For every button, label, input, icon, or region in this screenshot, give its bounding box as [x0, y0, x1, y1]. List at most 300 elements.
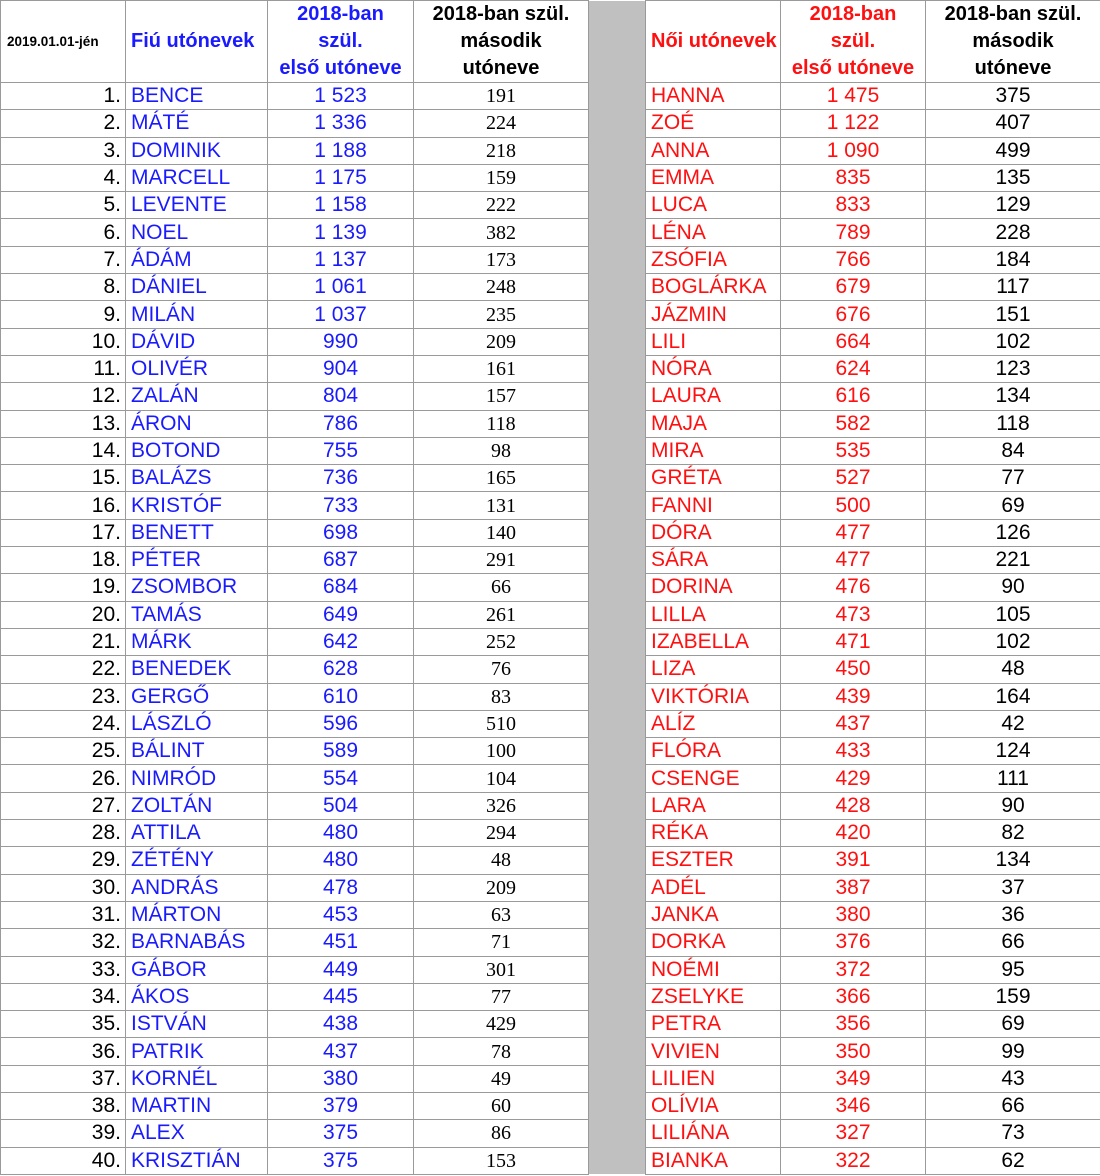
girl-names-header: Női utónevek — [646, 1, 781, 83]
table-row — [1, 1147, 1100, 1174]
column-separator — [589, 1065, 646, 1092]
column-separator — [589, 219, 646, 246]
boy-first-count-cell: 554 — [268, 765, 414, 792]
girl-name-cell: LÉNA — [646, 219, 781, 246]
boy-names-header: Fiú utónevek — [126, 1, 268, 83]
boy-name-cell: ZSOMBOR — [126, 574, 268, 601]
rank-cell: 27. — [1, 792, 126, 819]
boy-second-count-cell: 173 — [414, 246, 589, 273]
boy-second-count-cell: 382 — [414, 219, 589, 246]
boy-name-cell: MÁRTON — [126, 901, 268, 928]
girl-second-name-count-header — [926, 1, 1100, 83]
header-line: második — [972, 30, 1054, 52]
girl-second-count-cell: 228 — [926, 219, 1100, 246]
table-row — [1, 110, 1100, 137]
boy-first-count-cell: 698 — [268, 519, 414, 546]
boy-first-count-cell: 375 — [268, 1120, 414, 1147]
girl-name-cell: NÓRA — [646, 355, 781, 382]
boy-second-count-cell: 86 — [414, 1120, 589, 1147]
girl-name-cell: VIVIEN — [646, 1038, 781, 1065]
girl-name-cell: BIANKA — [646, 1147, 781, 1174]
girl-first-count-cell: 420 — [781, 820, 926, 847]
boy-second-count-cell: 209 — [414, 328, 589, 355]
column-separator — [589, 956, 646, 983]
rank-cell: 19. — [1, 574, 126, 601]
boy-second-count-cell: 153 — [414, 1147, 589, 1174]
rank-cell: 5. — [1, 192, 126, 219]
boy-second-count-cell: 78 — [414, 1038, 589, 1065]
girl-name-cell: HANNA — [646, 83, 781, 110]
column-separator — [589, 465, 646, 492]
rank-cell: 11. — [1, 355, 126, 382]
rank-cell: 12. — [1, 383, 126, 410]
table-body — [1, 83, 1100, 1175]
table-row — [1, 710, 1100, 737]
table-row — [1, 83, 1100, 110]
boy-name-cell: KORNÉL — [126, 1065, 268, 1092]
column-separator — [589, 1011, 646, 1038]
boy-second-count-cell: 60 — [414, 1092, 589, 1119]
girl-second-count-cell: 117 — [926, 274, 1100, 301]
header-line: szül. — [318, 30, 363, 52]
column-separator — [589, 437, 646, 464]
girl-second-count-cell: 90 — [926, 574, 1100, 601]
boy-first-count-cell: 1 188 — [268, 137, 414, 164]
girl-first-count-cell: 346 — [781, 1092, 926, 1119]
girl-name-cell: VIKTÓRIA — [646, 683, 781, 710]
header-line: első utóneve — [791, 57, 915, 79]
boy-second-count-cell: 248 — [414, 274, 589, 301]
girl-first-name-count-header — [781, 1, 926, 83]
header-line: 2018-ban — [297, 3, 384, 25]
boy-name-cell: NOEL — [126, 219, 268, 246]
boy-second-count-cell: 301 — [414, 956, 589, 983]
boy-first-count-cell: 445 — [268, 983, 414, 1010]
girl-name-cell: LILIÁNA — [646, 1120, 781, 1147]
boy-name-cell: ZÉTÉNY — [126, 847, 268, 874]
rank-cell: 33. — [1, 956, 126, 983]
rank-cell: 4. — [1, 164, 126, 191]
girl-first-count-cell: 376 — [781, 929, 926, 956]
boy-first-count-cell: 451 — [268, 929, 414, 956]
table-row — [1, 738, 1100, 765]
girl-second-count-cell: 66 — [926, 1092, 1100, 1119]
girl-name-cell: DORKA — [646, 929, 781, 956]
girl-second-count-cell: 69 — [926, 1011, 1100, 1038]
column-separator — [589, 110, 646, 137]
rank-cell: 26. — [1, 765, 126, 792]
table-row — [1, 792, 1100, 819]
boy-second-count-cell: 165 — [414, 465, 589, 492]
girl-first-count-cell: 366 — [781, 983, 926, 1010]
rank-cell: 14. — [1, 437, 126, 464]
boy-name-cell: BOTOND — [126, 437, 268, 464]
column-separator — [589, 901, 646, 928]
boy-second-name-count-header — [414, 1, 589, 83]
girl-first-count-cell: 473 — [781, 601, 926, 628]
girl-second-count-cell: 105 — [926, 601, 1100, 628]
table-row — [1, 983, 1100, 1010]
boy-first-count-cell: 628 — [268, 656, 414, 683]
girl-second-count-cell: 62 — [926, 1147, 1100, 1174]
table-row — [1, 601, 1100, 628]
boy-first-count-cell: 478 — [268, 874, 414, 901]
girl-first-count-cell: 477 — [781, 547, 926, 574]
boy-name-cell: DÁVID — [126, 328, 268, 355]
boy-name-cell: BENETT — [126, 519, 268, 546]
boy-second-count-cell: 252 — [414, 628, 589, 655]
girl-first-count-cell: 356 — [781, 1011, 926, 1038]
girl-name-cell: CSENGE — [646, 765, 781, 792]
rank-cell: 30. — [1, 874, 126, 901]
rank-cell: 37. — [1, 1065, 126, 1092]
boy-first-count-cell: 1 139 — [268, 219, 414, 246]
girl-name-cell: ANNA — [646, 137, 781, 164]
column-separator — [589, 1, 646, 83]
girl-second-count-cell: 164 — [926, 683, 1100, 710]
table-row — [1, 437, 1100, 464]
rank-cell: 18. — [1, 547, 126, 574]
boy-name-cell: BÁLINT — [126, 738, 268, 765]
column-separator — [589, 574, 646, 601]
rank-cell: 31. — [1, 901, 126, 928]
girl-name-cell: ALÍZ — [646, 710, 781, 737]
table-row — [1, 519, 1100, 546]
rank-cell: 7. — [1, 246, 126, 273]
boy-name-cell: ISTVÁN — [126, 1011, 268, 1038]
girl-name-cell: LUCA — [646, 192, 781, 219]
table-row — [1, 929, 1100, 956]
column-separator — [589, 1092, 646, 1119]
boy-first-name-count-header — [268, 1, 414, 83]
column-separator — [589, 929, 646, 956]
girl-first-count-cell: 387 — [781, 874, 926, 901]
girl-first-count-cell: 679 — [781, 274, 926, 301]
table-row — [1, 355, 1100, 382]
girl-first-count-cell: 380 — [781, 901, 926, 928]
boy-first-count-cell: 437 — [268, 1038, 414, 1065]
rank-cell: 8. — [1, 274, 126, 301]
girl-name-cell: LARA — [646, 792, 781, 819]
rank-cell: 25. — [1, 738, 126, 765]
table-row — [1, 956, 1100, 983]
boy-second-count-cell: 159 — [414, 164, 589, 191]
boy-name-cell: ALEX — [126, 1120, 268, 1147]
girl-first-count-cell: 437 — [781, 710, 926, 737]
girl-first-count-cell: 527 — [781, 465, 926, 492]
boy-first-count-cell: 449 — [268, 956, 414, 983]
table-row — [1, 683, 1100, 710]
girl-first-count-cell: 476 — [781, 574, 926, 601]
girl-name-cell: RÉKA — [646, 820, 781, 847]
column-separator — [589, 519, 646, 546]
header-line: 2018-ban szül. — [432, 3, 570, 25]
rank-cell: 32. — [1, 929, 126, 956]
boy-name-cell: MILÁN — [126, 301, 268, 328]
boy-name-cell: GERGŐ — [126, 683, 268, 710]
girl-second-count-cell: 124 — [926, 738, 1100, 765]
column-separator — [589, 301, 646, 328]
table-row — [1, 1065, 1100, 1092]
table-row — [1, 1038, 1100, 1065]
girl-first-count-cell: 450 — [781, 656, 926, 683]
date-header: 2019.01.01-jén — [1, 1, 126, 83]
girl-name-cell: JÁZMIN — [646, 301, 781, 328]
boy-second-count-cell: 48 — [414, 847, 589, 874]
girl-name-cell: NOÉMI — [646, 956, 781, 983]
boy-first-count-cell: 1 175 — [268, 164, 414, 191]
boy-first-count-cell: 480 — [268, 820, 414, 847]
boy-second-count-cell: 157 — [414, 383, 589, 410]
girl-second-count-cell: 69 — [926, 492, 1100, 519]
table-row — [1, 410, 1100, 437]
girl-first-count-cell: 500 — [781, 492, 926, 519]
boy-second-count-cell: 261 — [414, 601, 589, 628]
girl-second-count-cell: 90 — [926, 792, 1100, 819]
rank-cell: 21. — [1, 628, 126, 655]
girl-first-count-cell: 349 — [781, 1065, 926, 1092]
girl-second-count-cell: 184 — [926, 246, 1100, 273]
column-separator — [589, 628, 646, 655]
column-separator — [589, 683, 646, 710]
column-separator — [589, 847, 646, 874]
boy-name-cell: ÁRON — [126, 410, 268, 437]
girl-second-count-cell: 77 — [926, 465, 1100, 492]
boy-name-cell: NIMRÓD — [126, 765, 268, 792]
column-separator — [589, 792, 646, 819]
girl-first-count-cell: 789 — [781, 219, 926, 246]
boy-name-cell: MARTIN — [126, 1092, 268, 1119]
girl-second-count-cell: 135 — [926, 164, 1100, 191]
girl-second-count-cell: 102 — [926, 328, 1100, 355]
girl-first-count-cell: 433 — [781, 738, 926, 765]
girl-first-count-cell: 471 — [781, 628, 926, 655]
boy-first-count-cell: 1 037 — [268, 301, 414, 328]
boy-second-count-cell: 510 — [414, 710, 589, 737]
girl-second-count-cell: 95 — [926, 956, 1100, 983]
girl-name-cell: MIRA — [646, 437, 781, 464]
header-line: első utóneve — [279, 57, 402, 79]
table-row — [1, 656, 1100, 683]
boy-first-count-cell: 1 523 — [268, 83, 414, 110]
girl-name-cell: JANKA — [646, 901, 781, 928]
table-row — [1, 137, 1100, 164]
table-row — [1, 301, 1100, 328]
boy-second-count-cell: 294 — [414, 820, 589, 847]
girl-name-cell: LILLA — [646, 601, 781, 628]
column-separator — [589, 164, 646, 191]
boy-first-count-cell: 375 — [268, 1147, 414, 1174]
header-line: 2018-ban — [809, 3, 897, 25]
girl-first-count-cell: 391 — [781, 847, 926, 874]
boy-second-count-cell: 104 — [414, 765, 589, 792]
girl-name-cell: MAJA — [646, 410, 781, 437]
rank-cell: 15. — [1, 465, 126, 492]
rank-cell: 24. — [1, 710, 126, 737]
column-separator — [589, 547, 646, 574]
column-separator — [589, 1038, 646, 1065]
table-row — [1, 874, 1100, 901]
rank-cell: 20. — [1, 601, 126, 628]
boy-name-cell: MARCELL — [126, 164, 268, 191]
column-separator — [589, 710, 646, 737]
boy-first-count-cell: 438 — [268, 1011, 414, 1038]
boy-first-count-cell: 642 — [268, 628, 414, 655]
boy-first-count-cell: 733 — [268, 492, 414, 519]
girl-name-cell: LIZA — [646, 656, 781, 683]
boy-second-count-cell: 209 — [414, 874, 589, 901]
boy-second-count-cell: 140 — [414, 519, 589, 546]
girl-first-count-cell: 372 — [781, 956, 926, 983]
girl-first-count-cell: 1 122 — [781, 110, 926, 137]
boy-second-count-cell: 76 — [414, 656, 589, 683]
girl-name-cell: ZSÓFIA — [646, 246, 781, 273]
boy-first-count-cell: 453 — [268, 901, 414, 928]
boy-second-count-cell: 326 — [414, 792, 589, 819]
boy-name-cell: BENEDEK — [126, 656, 268, 683]
boy-name-cell: ANDRÁS — [126, 874, 268, 901]
table-row — [1, 164, 1100, 191]
boy-second-count-cell: 235 — [414, 301, 589, 328]
girl-name-cell: OLÍVIA — [646, 1092, 781, 1119]
boy-first-count-cell: 1 137 — [268, 246, 414, 273]
column-separator — [589, 410, 646, 437]
girl-first-count-cell: 429 — [781, 765, 926, 792]
rank-cell: 9. — [1, 301, 126, 328]
table-row — [1, 465, 1100, 492]
girl-second-count-cell: 499 — [926, 137, 1100, 164]
girl-first-count-cell: 582 — [781, 410, 926, 437]
boy-first-count-cell: 990 — [268, 328, 414, 355]
column-separator — [589, 738, 646, 765]
girl-second-count-cell: 221 — [926, 547, 1100, 574]
girl-name-cell: FLÓRA — [646, 738, 781, 765]
table-row — [1, 192, 1100, 219]
girl-first-count-cell: 1 090 — [781, 137, 926, 164]
girl-first-count-cell: 477 — [781, 519, 926, 546]
boy-first-count-cell: 1 336 — [268, 110, 414, 137]
rank-cell: 2. — [1, 110, 126, 137]
girl-first-count-cell: 322 — [781, 1147, 926, 1174]
girl-second-count-cell: 99 — [926, 1038, 1100, 1065]
boy-second-count-cell: 100 — [414, 738, 589, 765]
boy-name-cell: BARNABÁS — [126, 929, 268, 956]
column-separator — [589, 1147, 646, 1174]
rank-cell: 38. — [1, 1092, 126, 1119]
boy-name-cell: PÉTER — [126, 547, 268, 574]
girl-second-count-cell: 126 — [926, 519, 1100, 546]
table-row — [1, 847, 1100, 874]
girl-first-count-cell: 428 — [781, 792, 926, 819]
table-row — [1, 765, 1100, 792]
table-row — [1, 820, 1100, 847]
column-separator — [589, 492, 646, 519]
boy-first-count-cell: 736 — [268, 465, 414, 492]
column-separator — [589, 355, 646, 382]
boy-name-cell: DOMINIK — [126, 137, 268, 164]
boy-first-count-cell: 1 158 — [268, 192, 414, 219]
boy-first-count-cell: 786 — [268, 410, 414, 437]
rank-cell: 35. — [1, 1011, 126, 1038]
header-line: második — [460, 30, 542, 52]
boy-name-cell: KRISTÓF — [126, 492, 268, 519]
boy-name-cell: BALÁZS — [126, 465, 268, 492]
rank-cell: 3. — [1, 137, 126, 164]
table-row — [1, 901, 1100, 928]
boy-second-count-cell: 429 — [414, 1011, 589, 1038]
boy-name-cell: ÁKOS — [126, 983, 268, 1010]
boy-name-cell: LEVENTE — [126, 192, 268, 219]
rank-cell: 16. — [1, 492, 126, 519]
girl-first-count-cell: 616 — [781, 383, 926, 410]
column-separator — [589, 137, 646, 164]
girl-second-count-cell: 111 — [926, 765, 1100, 792]
rank-cell: 34. — [1, 983, 126, 1010]
girl-second-count-cell: 118 — [926, 410, 1100, 437]
girl-first-count-cell: 1 475 — [781, 83, 926, 110]
girl-name-cell: LILIEN — [646, 1065, 781, 1092]
header-line: utóneve — [462, 57, 540, 79]
boy-first-count-cell: 1 061 — [268, 274, 414, 301]
girl-name-cell: FANNI — [646, 492, 781, 519]
column-separator — [589, 765, 646, 792]
girl-first-count-cell: 833 — [781, 192, 926, 219]
column-separator — [589, 192, 646, 219]
boy-name-cell: KRISZTIÁN — [126, 1147, 268, 1174]
girl-name-cell: ADÉL — [646, 874, 781, 901]
column-separator — [589, 601, 646, 628]
rank-cell: 28. — [1, 820, 126, 847]
boy-first-count-cell: 804 — [268, 383, 414, 410]
column-separator — [589, 274, 646, 301]
girl-name-cell: ESZTER — [646, 847, 781, 874]
girl-name-cell: ZOÉ — [646, 110, 781, 137]
column-separator — [589, 874, 646, 901]
girl-name-cell: GRÉTA — [646, 465, 781, 492]
girl-second-count-cell: 42 — [926, 710, 1100, 737]
girl-second-count-cell: 66 — [926, 929, 1100, 956]
girl-name-cell: DÓRA — [646, 519, 781, 546]
girl-first-count-cell: 350 — [781, 1038, 926, 1065]
table-row — [1, 219, 1100, 246]
table-row — [1, 547, 1100, 574]
table-row — [1, 628, 1100, 655]
girl-first-count-cell: 676 — [781, 301, 926, 328]
boy-second-count-cell: 98 — [414, 437, 589, 464]
boy-name-cell: OLIVÉR — [126, 355, 268, 382]
girl-second-count-cell: 151 — [926, 301, 1100, 328]
table-header — [1, 1, 1100, 83]
boy-second-count-cell: 83 — [414, 683, 589, 710]
table-row — [1, 383, 1100, 410]
girl-name-cell: BOGLÁRKA — [646, 274, 781, 301]
girl-second-count-cell: 84 — [926, 437, 1100, 464]
boy-second-count-cell: 191 — [414, 83, 589, 110]
boy-first-count-cell: 649 — [268, 601, 414, 628]
girl-second-count-cell: 73 — [926, 1120, 1100, 1147]
rank-cell: 36. — [1, 1038, 126, 1065]
rank-cell: 39. — [1, 1120, 126, 1147]
boy-first-count-cell: 480 — [268, 847, 414, 874]
header-line: 2018-ban szül. — [944, 3, 1082, 25]
table-row — [1, 492, 1100, 519]
rank-cell: 13. — [1, 410, 126, 437]
boy-name-cell: MÁTÉ — [126, 110, 268, 137]
boy-second-count-cell: 222 — [414, 192, 589, 219]
table-row — [1, 274, 1100, 301]
boy-first-count-cell: 687 — [268, 547, 414, 574]
boy-second-count-cell: 131 — [414, 492, 589, 519]
